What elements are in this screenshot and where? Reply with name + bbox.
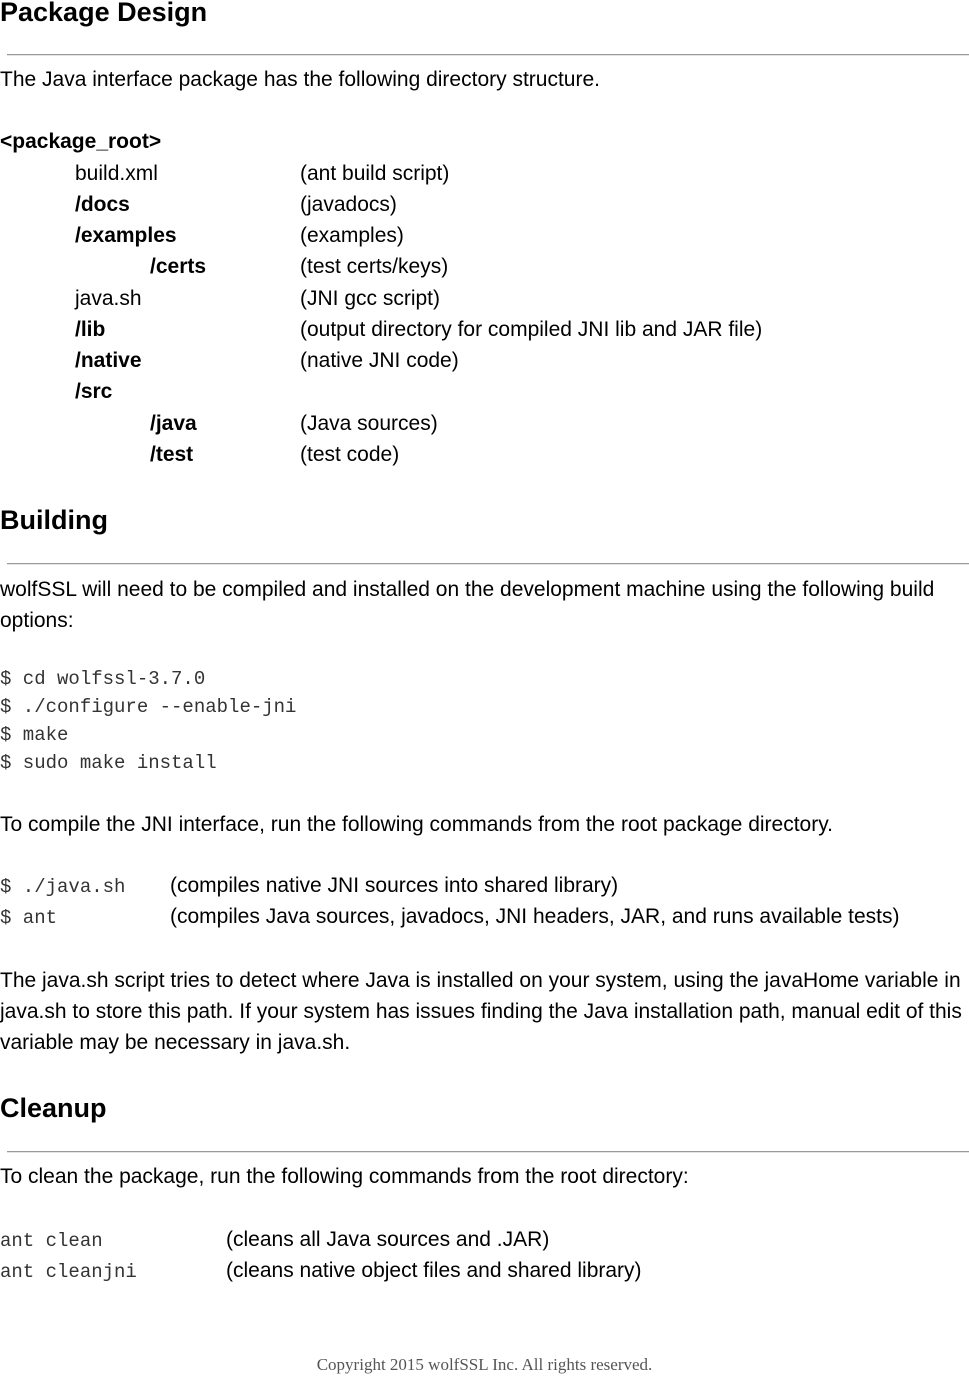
tree-item-desc: (Java sources) bbox=[300, 412, 438, 435]
tree-item-name: /lib bbox=[75, 318, 106, 341]
tree-item-name: /test bbox=[150, 443, 194, 466]
cleanup-intro: To clean the package, run the following commands from the root directory: bbox=[0, 1165, 689, 1188]
tree-item-name: java.sh bbox=[75, 287, 142, 310]
tree-item-name: /docs bbox=[75, 193, 130, 216]
jni-command: $ ./java.sh bbox=[0, 876, 126, 898]
cleanup-command: ant clean bbox=[0, 1230, 103, 1252]
tree-item-desc: (javadocs) bbox=[300, 193, 397, 216]
tree-item-desc: (ant build script) bbox=[300, 162, 450, 185]
copyright-footer: Copyright 2015 wolfSSL Inc. All rights reserved. bbox=[316, 1355, 653, 1374]
build-command: $ sudo make install bbox=[0, 752, 217, 774]
building-heading: Building bbox=[0, 505, 108, 535]
tree-item-name: /certs bbox=[150, 255, 207, 278]
build-command: $ ./configure --enable-jni bbox=[0, 696, 297, 718]
cleanup-command-desc: (cleans all Java sources and .JAR) bbox=[226, 1228, 550, 1251]
tree-item-desc: (test code) bbox=[300, 443, 400, 466]
tree-item-desc: (test certs/keys) bbox=[300, 255, 449, 278]
building-intro: wolfSSL will need to be compiled and installed on the development machine using the following build options: bbox=[0, 578, 935, 632]
package-design-heading: Package Design bbox=[0, 0, 208, 27]
cleanup-command: ant cleanjni bbox=[0, 1261, 137, 1283]
tree-item-name: /src bbox=[75, 380, 113, 403]
build-command: $ cd wolfssl-3.7.0 bbox=[0, 668, 206, 690]
tree-item-name: /native bbox=[75, 349, 142, 372]
section-divider bbox=[7, 1151, 969, 1153]
package-root-label: <package_root> bbox=[0, 130, 162, 153]
build-command: $ make bbox=[0, 724, 69, 746]
jni-intro: To compile the JNI interface, run the following commands from the root package directory. bbox=[0, 813, 833, 836]
section-divider bbox=[7, 54, 969, 56]
tree-item-name: build.xml bbox=[75, 162, 158, 185]
tree-item-name: /java bbox=[150, 412, 197, 435]
jni-command-desc: (compiles native JNI sources into shared library) bbox=[170, 874, 619, 897]
jni-command-desc: (compiles Java sources, javadocs, JNI headers, JAR, and runs available tests) bbox=[170, 905, 900, 928]
package-intro: The Java interface package has the following directory structure. bbox=[0, 68, 600, 91]
cleanup-heading: Cleanup bbox=[0, 1093, 107, 1123]
section-divider bbox=[7, 563, 969, 565]
tree-item-name: /examples bbox=[75, 224, 177, 247]
tree-item-desc: (output directory for compiled JNI lib and JAR file) bbox=[300, 318, 763, 341]
tree-item-desc: (examples) bbox=[300, 224, 404, 247]
java-sh-note: The java.sh script tries to detect where Java is installed on your system, using the javaHome variable in java.sh to store this path. If your system has issues finding the Java installation path, manual edit of this variable may be necessary in java.sh. bbox=[0, 969, 962, 1054]
cleanup-command-desc: (cleans native object files and shared library) bbox=[226, 1259, 642, 1282]
tree-item-desc: (native JNI code) bbox=[300, 349, 459, 372]
tree-item-desc: (JNI gcc script) bbox=[300, 287, 441, 310]
jni-command: $ ant bbox=[0, 907, 58, 929]
